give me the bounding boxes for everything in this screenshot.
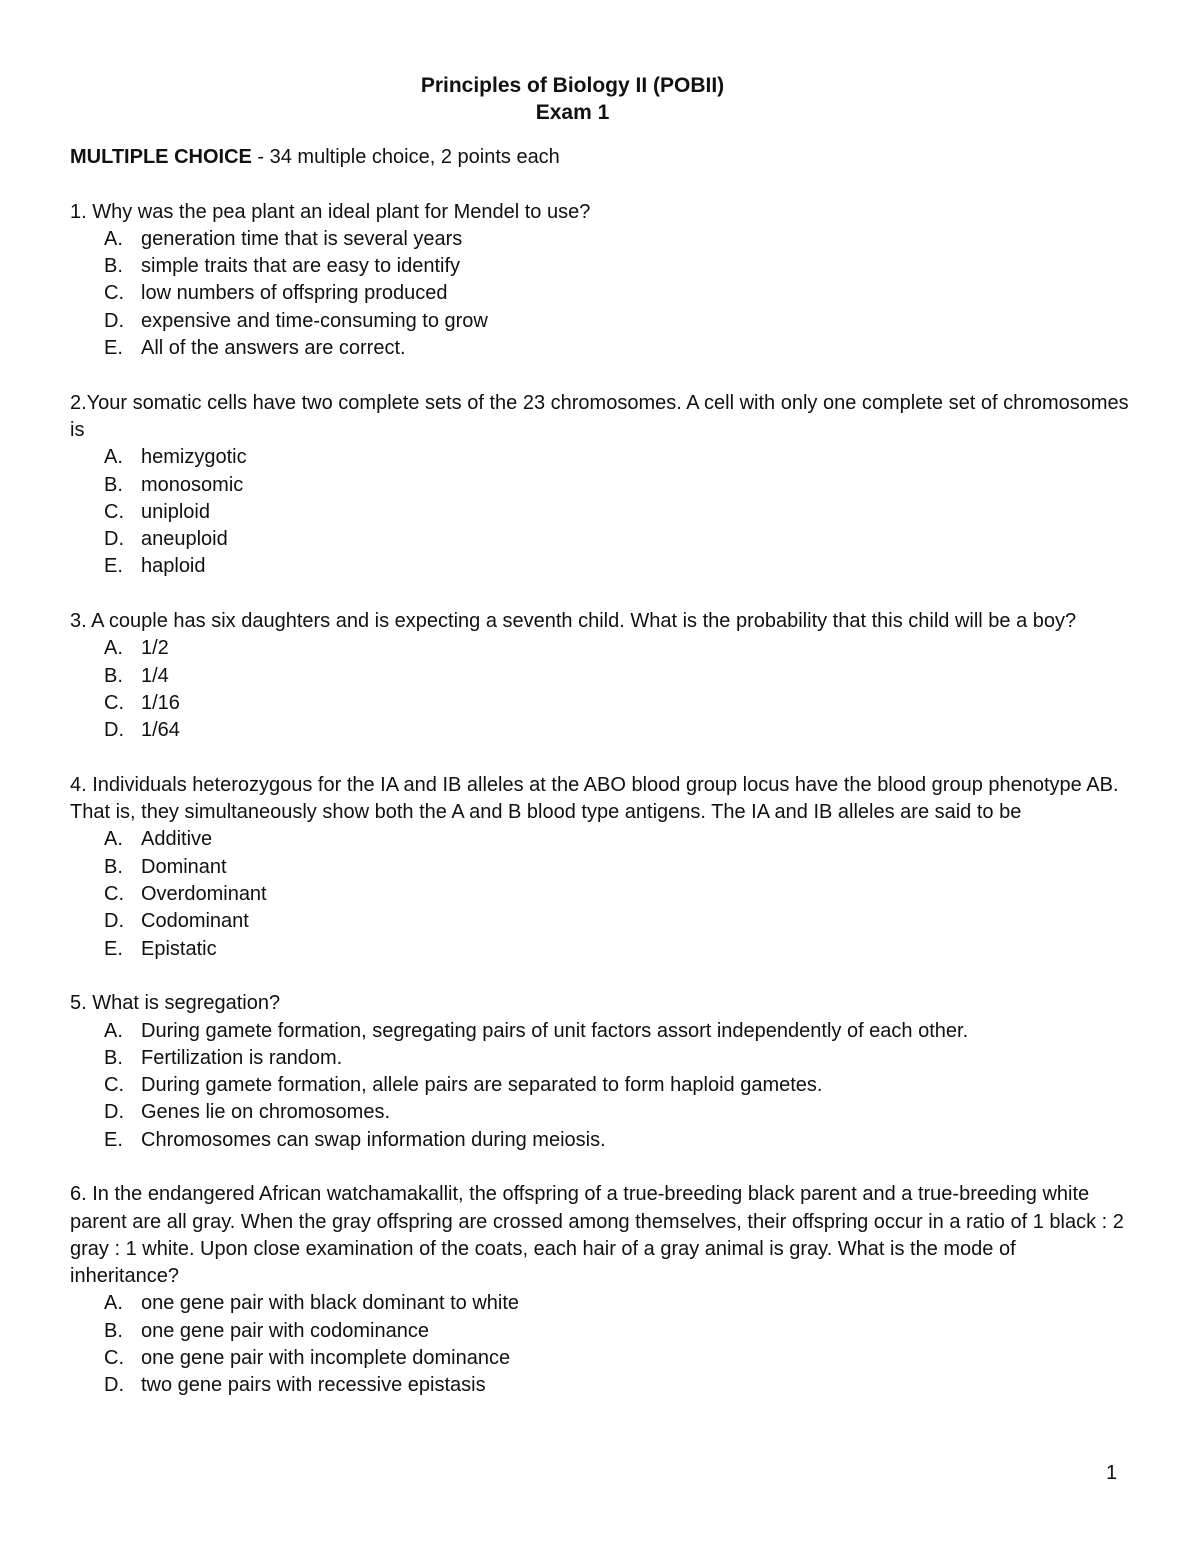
title-course: Principles of Biology II (POBII) [420, 74, 725, 97]
answer-option [70, 444, 1130, 471]
option-letter: B. [104, 473, 123, 496]
answer-option [70, 472, 1130, 499]
option-letter: B. [104, 664, 123, 687]
question-block [70, 390, 1130, 581]
answer-option [70, 1072, 1130, 1099]
option-letter: D. [104, 719, 124, 742]
option-letter: B. [104, 855, 123, 878]
answer-option [70, 1318, 1130, 1345]
answer-options [70, 1290, 1130, 1399]
option-text: Fertilization is random. [141, 1046, 343, 1069]
option-text: 1/16 [141, 691, 180, 714]
question-text: 6. In the endangered African watchamakallit, the offspring of a true-breeding black parent and a true-breeding white parent are all gray. When the gray offspring are crossed among themselves, their offspring occur in a ratio of 1 black : 2 gray : 1 white. Upon close examination of the coats, each hair of a gray animal is gray. What is the mode of inheritance? [70, 1183, 1124, 1288]
answer-option [70, 308, 1130, 335]
option-letter: A. [104, 446, 123, 469]
option-letter: D. [104, 309, 124, 332]
answer-option [70, 690, 1130, 717]
section-detail: - 34 multiple choice, 2 points each [251, 146, 560, 168]
answer-option [70, 499, 1130, 526]
option-text: simple traits that are easy to identify [141, 255, 461, 278]
question-text: 2.Your somatic cells have two complete sets of the 23 chromosomes. A cell with only one complete set of chromosomes is [70, 391, 1129, 441]
answer-option [70, 1290, 1130, 1317]
answer-option [70, 635, 1130, 662]
answer-options [70, 1018, 1130, 1154]
answer-option [70, 881, 1130, 908]
question-block [70, 772, 1130, 963]
option-text: expensive and time-consuming to grow [141, 309, 488, 332]
option-text: Additive [141, 828, 213, 851]
option-text: hemizygotic [141, 446, 247, 469]
option-text: During gamete formation, segregating pairs of unit factors assort independently of each other. [141, 1019, 969, 1042]
question-block [70, 608, 1130, 744]
answer-option [70, 280, 1130, 307]
option-letter: C. [104, 691, 124, 714]
option-letter: B. [104, 1046, 123, 1069]
section-label: MULTIPLE CHOICE [70, 146, 252, 168]
option-text: Overdominant [141, 883, 267, 906]
option-text: one gene pair with codominance [141, 1319, 429, 1342]
question-block [70, 199, 1130, 363]
option-text: 1/64 [141, 719, 180, 742]
answer-options [70, 635, 1130, 744]
answer-option [70, 663, 1130, 690]
option-text: Epistatic [141, 937, 217, 960]
answer-options [70, 444, 1130, 580]
question-list [70, 199, 1130, 1400]
answer-option [70, 1372, 1130, 1399]
answer-option [70, 826, 1130, 853]
answer-options [70, 226, 1130, 362]
option-letter: D. [104, 1374, 124, 1397]
option-text: During gamete formation, allele pairs are separated to form haploid gametes. [141, 1074, 823, 1097]
option-text: uniploid [141, 500, 210, 523]
question-text: 5. What is segregation? [70, 992, 281, 1015]
option-letter: D. [104, 528, 124, 551]
section-heading [70, 144, 1130, 171]
option-letter: C. [104, 500, 124, 523]
answer-option [70, 226, 1130, 253]
answer-option [70, 1018, 1130, 1045]
option-text: Chromosomes can swap information during meiosis. [141, 1128, 606, 1151]
option-text: generation time that is several years [141, 227, 463, 250]
option-text: one gene pair with black dominant to white [141, 1292, 520, 1315]
answer-option [70, 936, 1130, 963]
answer-option [70, 335, 1130, 362]
exam-content [70, 144, 1130, 1427]
question-text: 3. A couple has six daughters and is expecting a seventh child. What is the probability that this child will be a boy? [70, 610, 1077, 633]
answer-option [70, 253, 1130, 280]
option-letter: D. [104, 1101, 124, 1124]
option-letter: B. [104, 1319, 123, 1342]
option-letter: A. [104, 637, 123, 660]
option-letter: D. [104, 910, 124, 933]
question-block [70, 1181, 1130, 1399]
option-letter: E. [104, 555, 123, 578]
question-block [70, 990, 1130, 1154]
option-letter: A. [104, 227, 123, 250]
option-letter: B. [104, 255, 123, 278]
option-letter: C. [104, 282, 124, 305]
option-letter: C. [104, 883, 124, 906]
option-text: Dominant [141, 855, 227, 878]
option-text: Genes lie on chromosomes. [141, 1101, 391, 1124]
option-text: low numbers of offspring produced [141, 282, 448, 305]
answer-option [70, 1045, 1130, 1072]
option-letter: E. [104, 1128, 123, 1151]
option-text: one gene pair with incomplete dominance [141, 1347, 511, 1370]
option-text: two gene pairs with recessive epistasis [141, 1374, 486, 1397]
option-letter: C. [104, 1347, 124, 1370]
answer-option [70, 1099, 1130, 1126]
option-letter: A. [104, 828, 123, 851]
option-text: monosomic [141, 473, 244, 496]
option-text: Codominant [141, 910, 249, 933]
option-text: aneuploid [141, 528, 228, 551]
option-letter: A. [104, 1292, 123, 1315]
option-letter: E. [104, 337, 123, 360]
answer-option [70, 908, 1130, 935]
title-exam: Exam 1 [535, 101, 610, 124]
option-letter: A. [104, 1019, 123, 1042]
option-text: haploid [141, 555, 206, 578]
answer-option [70, 526, 1130, 553]
answer-option [70, 553, 1130, 580]
question-text: 1. Why was the pea plant an ideal plant for Mendel to use? [70, 200, 591, 223]
answer-option [70, 1345, 1130, 1372]
answer-options [70, 826, 1130, 962]
answer-option [70, 854, 1130, 881]
option-letter: C. [104, 1074, 124, 1097]
answer-option [70, 717, 1130, 744]
answer-option [70, 1127, 1130, 1154]
option-text: 1/4 [141, 664, 169, 687]
option-text: 1/2 [141, 637, 169, 660]
page-number: 1 [1106, 1462, 1118, 1484]
option-text: All of the answers are correct. [141, 337, 406, 360]
document-title [0, 72, 1145, 126]
question-text: 4. Individuals heterozygous for the IA and IB alleles at the ABO blood group locus have the blood group phenotype AB. That is, they simultaneously show both the A and B blood type antigens. The IA and IB alleles are said to be [70, 773, 1119, 824]
option-letter: E. [104, 937, 123, 960]
